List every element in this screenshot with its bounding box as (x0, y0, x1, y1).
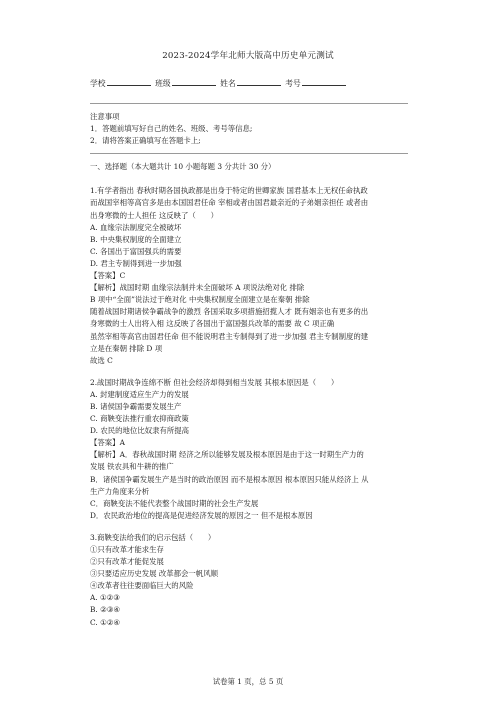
question-stem: 3.商鞅变法给我们的启示包括（ ） (90, 532, 216, 542)
class-blank[interactable] (172, 78, 216, 86)
question-stem: 出身寒微的士人担任 这反映了（ ） (90, 210, 218, 220)
option-a: A. ①②③ (90, 593, 120, 603)
page-footer: 试卷第 1 页，总 5 页 (212, 677, 284, 686)
school-blank[interactable] (107, 78, 151, 86)
answer-label: 【答案】C (90, 271, 126, 281)
analysis-line: 立是在秦朝 排除 D 项 (90, 343, 163, 353)
divider (90, 153, 408, 154)
option-d: D. 农民的地位比奴隶有所提高 (90, 426, 190, 436)
analysis-line: 身寒微的士人出将入相 这反映了各国出于富国强兵改革的需要 故 C 项正确 (90, 319, 335, 329)
analysis-line: 虽然宰相等高官由国君任命 但不能说明君主专制得到了进一步加强 君主专制制度的建 (90, 331, 369, 341)
student-info-line (90, 78, 348, 89)
analysis-line: 【解析】战国时期 血缘宗法制并未全面破坏 A 项说法绝对化 排除 (90, 283, 305, 293)
note-item: 1．答题前填写好自己的姓名、班级、考号等信息; (90, 124, 253, 134)
section-heading: 一、选择题（本大题共计 10 小题每题 3 分共计 30 分） (90, 162, 276, 172)
page-title: 2023-2024学年北师大版高中历史单元测试 (162, 51, 334, 61)
option-b: B. 中央集权制度的全面建立 (90, 234, 182, 244)
question-stem: 而战国宰相等高官多是由本国国君任命 宰相或者由国君最亲近的子弟姻亲担任 或者由 (90, 198, 369, 208)
notes-heading: 注意事项 (90, 112, 120, 121)
question-stem: 1.有学者指出 春秋时期各国执政都是出身于特定的世卿家族 国君基本上无权任命执政 (90, 186, 368, 196)
statement: ③只要适应历史发展 改革都会一帆风顺 (90, 569, 218, 579)
analysis-line: 【解析】A．春秋战国时期 经济之所以能够发展及根本原因是由于这一时期生产力的 (90, 450, 364, 460)
analysis-line: 随着战国时期诸侯争霸战争的激烈 各国采取多项措施招揽人才 既有姻亲也有更多的出 (90, 307, 369, 317)
question-1 (90, 185, 408, 366)
option-c: C. 商鞅变法推行重农抑商政策 (90, 414, 189, 424)
name-label: 姓名 (220, 79, 236, 88)
option-a: A. 封建制度适应生产力的发展 (90, 389, 189, 399)
analysis-line: B．诸侯国争霸发展生产是当时的政治原因 而不是根本原因 根本原因只能从经济上 从 (90, 474, 369, 484)
analysis-line: D．农民政治地位的提高是促进经济发展的原因之一 但不是根本原因 (90, 510, 313, 520)
analysis-line: 发展 铁农具和牛耕的推广 (90, 462, 174, 472)
statement: ②只有改革才能促发展 (90, 557, 164, 567)
analysis-line: 生产力角度来分析 (90, 486, 150, 496)
option-b: B. 诸侯国争霸需要发展生产 (90, 401, 182, 411)
answer-label: 【答案】A (90, 438, 125, 448)
question-stem: 2.战国时期战争连绵不断 但社会经济却得到相当发展 其根本原因是（ ） (90, 377, 339, 387)
statement: ①只有改革才能求生存 (90, 545, 164, 554)
statement: ④改革者往往要面临巨大的风险 (90, 581, 194, 591)
number-label: 考号 (285, 79, 301, 88)
number-blank[interactable] (302, 78, 346, 86)
exam-content (90, 97, 408, 629)
option-c: C. 各国出于富国强兵的需要 (90, 246, 182, 256)
analysis-line: B 项中“全面”说法过于绝对化 中央集权制度全面建立是在秦朝 排除 (90, 295, 310, 305)
option-b: B. ②③④ (90, 605, 121, 615)
name-blank[interactable] (237, 78, 281, 86)
note-item: 2．请将答案正确填写在答题卡上; (90, 136, 201, 146)
school-label: 学校 (90, 79, 106, 88)
option-c: C. ①②④ (90, 617, 120, 627)
analysis-line: C．商鞅变法不能代表整个战国时期的社会生产发展 (90, 498, 259, 508)
conclusion: 故选 C (90, 355, 113, 365)
option-a: A. 血缘宗法制度完全被破坏 (90, 222, 182, 232)
question-3 (90, 532, 408, 629)
divider (90, 103, 408, 104)
class-label: 班级 (155, 79, 171, 88)
question-2 (90, 377, 408, 522)
option-d: D. 君主专制得到进一步加强 (90, 258, 182, 268)
